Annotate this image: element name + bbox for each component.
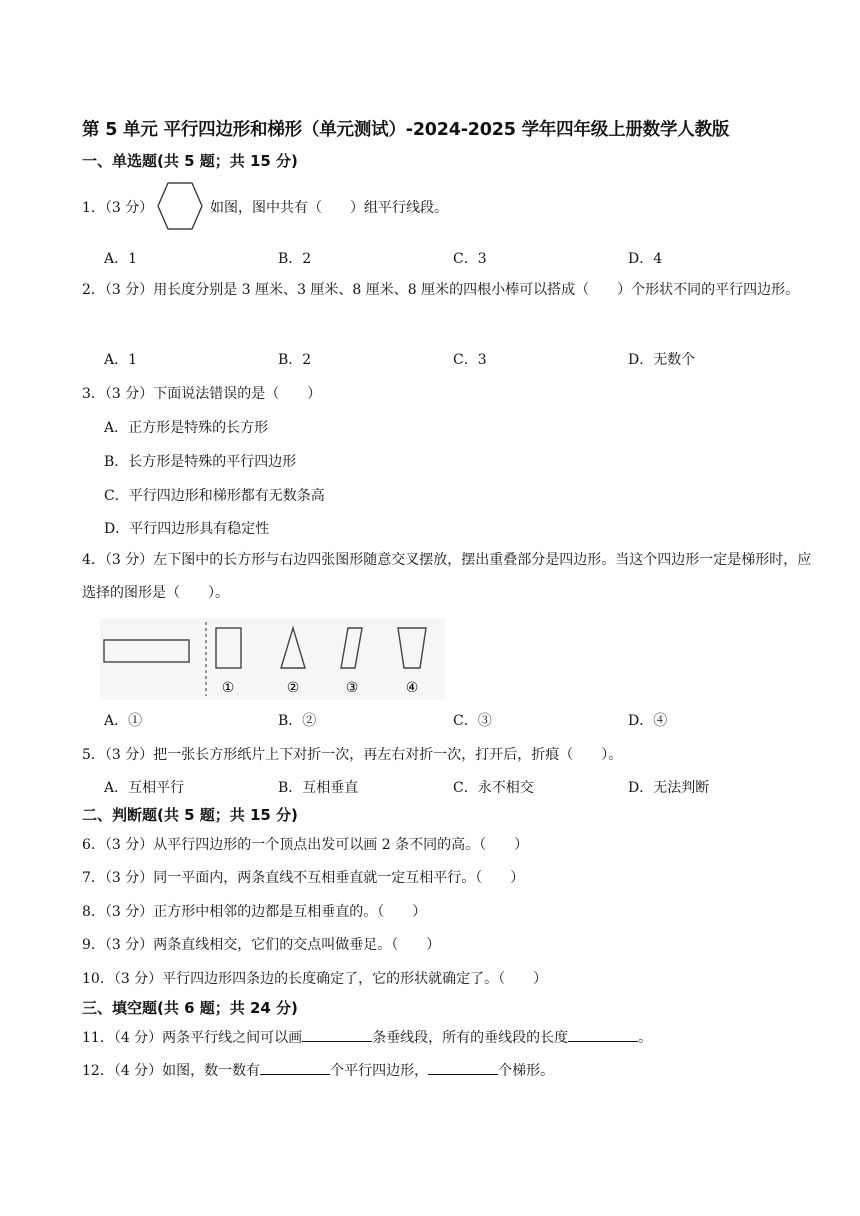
question-12-part-a: 12．（4 分）如图，数一数有 (82, 1063, 261, 1079)
shapes-figure (100, 618, 445, 700)
q3-option-b[interactable]: B．长方形是特殊的平行四边形 (104, 454, 297, 470)
section-heading-single-choice: 一、单选题(共 5 题；共 15 分) (82, 152, 298, 170)
q1-option-d[interactable]: D．4 (628, 251, 663, 267)
q3-option-a[interactable]: A．正方形是特殊的长方形 (104, 420, 269, 436)
q4-option-c[interactable]: C．③ (453, 713, 492, 729)
hexagon-figure (156, 181, 204, 231)
q2-option-d[interactable]: D．无数个 (628, 352, 696, 368)
section-heading-true-false: 二、判断题(共 5 题；共 15 分) (82, 806, 298, 824)
q4-option-a[interactable]: A．① (104, 713, 143, 729)
figure-label-3: ③ (345, 680, 359, 696)
q2-option-c[interactable]: C．3 (453, 352, 487, 368)
figure-label-4: ④ (405, 680, 419, 696)
question-11-part-b: 条垂线段，所有的垂线段的长度 (372, 1030, 569, 1046)
q1-option-c[interactable]: C．3 (453, 251, 487, 267)
question-4-text: 4．（3 分）左下图中的长方形与右边四张图形随意交叉摆放，摆出重叠部分是四边形。当这个四边形一定是梯形时，应选择的图形是（ ）。 (82, 552, 812, 601)
q5-option-c[interactable]: C．永不相交 (453, 780, 534, 796)
q5-option-d[interactable]: D．无法判断 (628, 780, 710, 796)
question-3-text: 3．（3 分）下面说法错误的是（ ） (82, 386, 322, 402)
figure-label-1: ① (221, 680, 235, 696)
q1-option-b[interactable]: B．2 (278, 251, 312, 267)
question-10-text: 10．（3 分）平行四边形四条边的长度确定了，它的形状就确定了。（ ） (82, 971, 548, 987)
q3-option-d[interactable]: D．平行四边形具有稳定性 (104, 521, 270, 537)
question-9-text: 9．（3 分）两条直线相交，它们的交点叫做垂足。（ ） (82, 937, 441, 953)
question-6-text: 6．（3 分）从平行四边形的一个顶点出发可以画 2 条不同的高。（ ） (82, 837, 529, 853)
q2-option-a[interactable]: A．1 (104, 352, 138, 368)
page-title: 第 5 单元 平行四边形和梯形（单元测试）-2024-2025 学年四年级上册数学人教版 (82, 120, 730, 140)
q2-option-b[interactable]: B．2 (278, 352, 312, 368)
answer-blank[interactable] (302, 1029, 372, 1042)
question-1-prefix: 1．（3 分） (82, 200, 154, 216)
question-8-text: 8．（3 分）正方形中相邻的边都是互相垂直的。（ ） (82, 904, 427, 920)
question-5-text: 5．（3 分）把一张长方形纸片上下对折一次，再左右对折一次，打开后，折痕（ ）。 (82, 747, 623, 763)
question-2-text: 2．（3 分）用长度分别是 3 厘米、3 厘米、8 厘米、8 厘米的四根小棒可以搭成（ ）个形状不同的平行四边形。 (82, 282, 800, 298)
q4-option-b[interactable]: B．② (278, 713, 317, 729)
q5-option-b[interactable]: B．互相垂直 (278, 780, 359, 796)
figure-label-2: ② (286, 680, 300, 696)
question-7-text: 7．（3 分）同一平面内，两条直线不互相垂直就一定互相平行。（ ） (82, 870, 525, 886)
answer-blank[interactable] (260, 1062, 330, 1075)
answer-blank[interactable] (428, 1062, 498, 1075)
question-11 (82, 1027, 652, 1047)
q5-option-a[interactable]: A．互相平行 (104, 780, 185, 796)
question-12-part-c: 个梯形。 (498, 1063, 555, 1079)
question-12 (82, 1060, 554, 1080)
answer-blank[interactable] (568, 1029, 638, 1042)
q4-option-d[interactable]: D．④ (628, 713, 668, 729)
section-heading-fill-blank: 三、填空题(共 6 题；共 24 分) (82, 999, 298, 1017)
question-11-part-c: 。 (638, 1030, 653, 1046)
q1-option-a[interactable]: A．1 (104, 251, 138, 267)
question-11-part-a: 11．（4 分）两条平行线之间可以画 (82, 1030, 303, 1046)
question-12-part-b: 个平行四边形， (330, 1063, 429, 1079)
question-1-text: 如图，图中共有（ ）组平行线段。 (210, 200, 448, 216)
q3-option-c[interactable]: C．平行四边形和梯形都有无数条高 (104, 488, 325, 504)
